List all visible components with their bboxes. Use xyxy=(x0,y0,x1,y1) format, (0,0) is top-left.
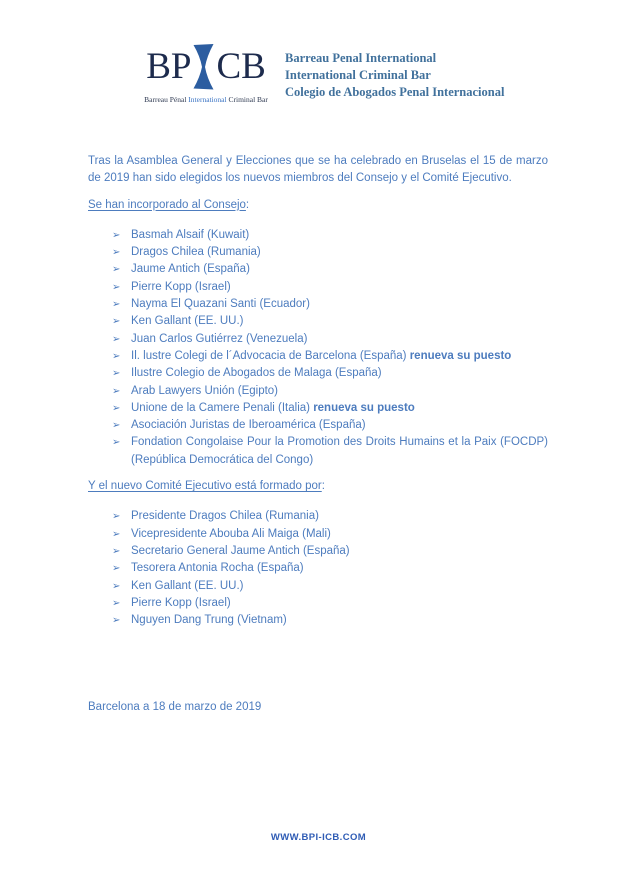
arrow-bullet-icon: ➢ xyxy=(112,511,121,523)
list-item xyxy=(88,261,548,278)
list-item-text: Arab Lawyers Unión (Egipto) xyxy=(131,384,279,397)
arrow-bullet-icon: ➢ xyxy=(112,350,121,362)
arrow-bullet-icon: ➢ xyxy=(112,316,121,328)
logo-caption-part1: Barreau Pénal xyxy=(144,95,189,104)
list-item-text: Ken Gallant (EE. UU.) xyxy=(131,579,244,592)
list-item-text: Dragos Chilea (Rumania) xyxy=(131,246,261,259)
arrow-bullet-icon: ➢ xyxy=(112,420,121,432)
arrow-bullet-icon: ➢ xyxy=(112,437,121,449)
list-item xyxy=(88,296,548,313)
arrow-bullet-icon: ➢ xyxy=(112,563,121,575)
hourglass-icon xyxy=(193,44,214,90)
list-item xyxy=(88,244,548,261)
website-link[interactable]: WWW.BPI-ICB.COM xyxy=(270,832,367,843)
list-item-text: Secretario General Jaume Antich (España) xyxy=(131,544,350,557)
arrow-bullet-icon: ➢ xyxy=(112,545,121,557)
list-item-text: Nguyen Dang Trung (Vietnam) xyxy=(131,614,287,627)
list-item-text: Nayma El Quazani Santi (Ecuador) xyxy=(131,298,310,311)
organization-names xyxy=(285,50,504,101)
logo-letters xyxy=(133,42,279,90)
logo-letters-cb: CB xyxy=(216,45,266,87)
section-heading-consejo-text: Se han incorporado al Consejo xyxy=(88,198,246,211)
arrow-bullet-icon: ➢ xyxy=(112,402,121,414)
arrow-bullet-icon: ➢ xyxy=(112,597,121,609)
list-item xyxy=(88,526,548,543)
list-item-text: Vicepresidente Abouba Ali Maiga (Mali) xyxy=(131,527,331,540)
section-heading-consejo xyxy=(88,197,548,214)
section-heading-comite-text: Y el nuevo Comité Ejecutivo está formado por xyxy=(88,480,322,493)
list-item-text: Jaume Antich (España) xyxy=(131,263,250,276)
logo-caption-part2: International xyxy=(188,95,227,104)
list-item xyxy=(88,595,548,612)
list-item xyxy=(88,400,548,417)
section-heading-comite-colon: : xyxy=(321,480,325,493)
list-item xyxy=(88,348,548,365)
list-item-text: Il. lustre Colegi de l´Advocacia de Barcelona (España) renueva su puesto xyxy=(131,349,512,362)
arrow-bullet-icon: ➢ xyxy=(112,281,121,293)
list-item xyxy=(88,331,548,348)
dateline: Barcelona a 18 de marzo de 2019 xyxy=(88,701,262,713)
arrow-bullet-icon: ➢ xyxy=(112,264,121,276)
list-item-text: Tesorera Antonia Rocha (España) xyxy=(131,562,304,575)
logo-letters-bp: BP xyxy=(146,45,192,87)
list-item-text: Basmah Alsaif (Kuwait) xyxy=(131,228,250,241)
list-item xyxy=(88,279,548,296)
list-item-text: Juan Carlos Gutiérrez (Venezuela) xyxy=(131,332,308,345)
list-item xyxy=(88,365,548,382)
arrow-bullet-icon: ➢ xyxy=(112,385,121,397)
arrow-bullet-icon: ➢ xyxy=(112,528,121,540)
list-item-text: Pierre Kopp (Israel) xyxy=(131,280,231,293)
list-item-text: Ilustre Colegio de Abogados de Malaga (España) xyxy=(131,367,382,380)
logo-caption-part3: Criminal Bar xyxy=(226,95,268,104)
arrow-bullet-icon: ➢ xyxy=(112,299,121,311)
logo-caption xyxy=(133,95,279,104)
list-item xyxy=(88,560,548,577)
arrow-bullet-icon: ➢ xyxy=(112,580,121,592)
section-heading-comite xyxy=(88,478,548,495)
list-item-text: Asociación Juristas de Iberoamérica (España) xyxy=(131,419,366,432)
org-name-line-1: Barreau Penal International xyxy=(285,51,437,65)
list-item-text: Ken Gallant (EE. UU.) xyxy=(131,315,244,328)
list-item xyxy=(88,434,548,469)
bpi-icb-logo xyxy=(133,42,279,104)
list-item-text: Fondation Congolaise Pour la Promotion des Droits Humains et la Paix (FOCDP) (República Democrática del Congo) xyxy=(131,436,548,466)
list-item xyxy=(88,612,548,629)
arrow-bullet-icon: ➢ xyxy=(112,247,121,259)
arrow-bullet-icon: ➢ xyxy=(112,229,121,241)
list-item-text: Unione de la Camere Penali (Italia) renueva su puesto xyxy=(131,401,415,414)
list-item-text: Presidente Dragos Chilea (Rumania) xyxy=(131,510,319,523)
list-item-text: Pierre Kopp (Israel) xyxy=(131,596,231,609)
list-item xyxy=(88,227,548,244)
arrow-bullet-icon: ➢ xyxy=(112,333,121,345)
section-heading-consejo-colon: : xyxy=(245,198,250,211)
list-item xyxy=(88,417,548,434)
document-body xyxy=(88,153,548,638)
arrow-bullet-icon: ➢ xyxy=(112,368,121,380)
org-name-line-3: Colegio de Abogados Penal Internacional xyxy=(285,85,505,99)
list-item xyxy=(88,313,548,330)
arrow-bullet-icon: ➢ xyxy=(112,615,121,627)
intro-paragraph: Tras la Asamblea General y Elecciones que se ha celebrado en Bruselas el 15 de marzo de 2019 han sido elegidos los nuevos miembros del Consejo y el Comité Ejecutivo. xyxy=(88,155,548,185)
list-item xyxy=(88,578,548,595)
list-item xyxy=(88,383,548,400)
list-item xyxy=(88,508,548,525)
org-name-line-2: International Criminal Bar xyxy=(285,68,431,82)
list-item xyxy=(88,543,548,560)
consejo-member-list xyxy=(88,227,548,469)
page-footer xyxy=(0,827,637,845)
comite-member-list xyxy=(88,508,548,629)
